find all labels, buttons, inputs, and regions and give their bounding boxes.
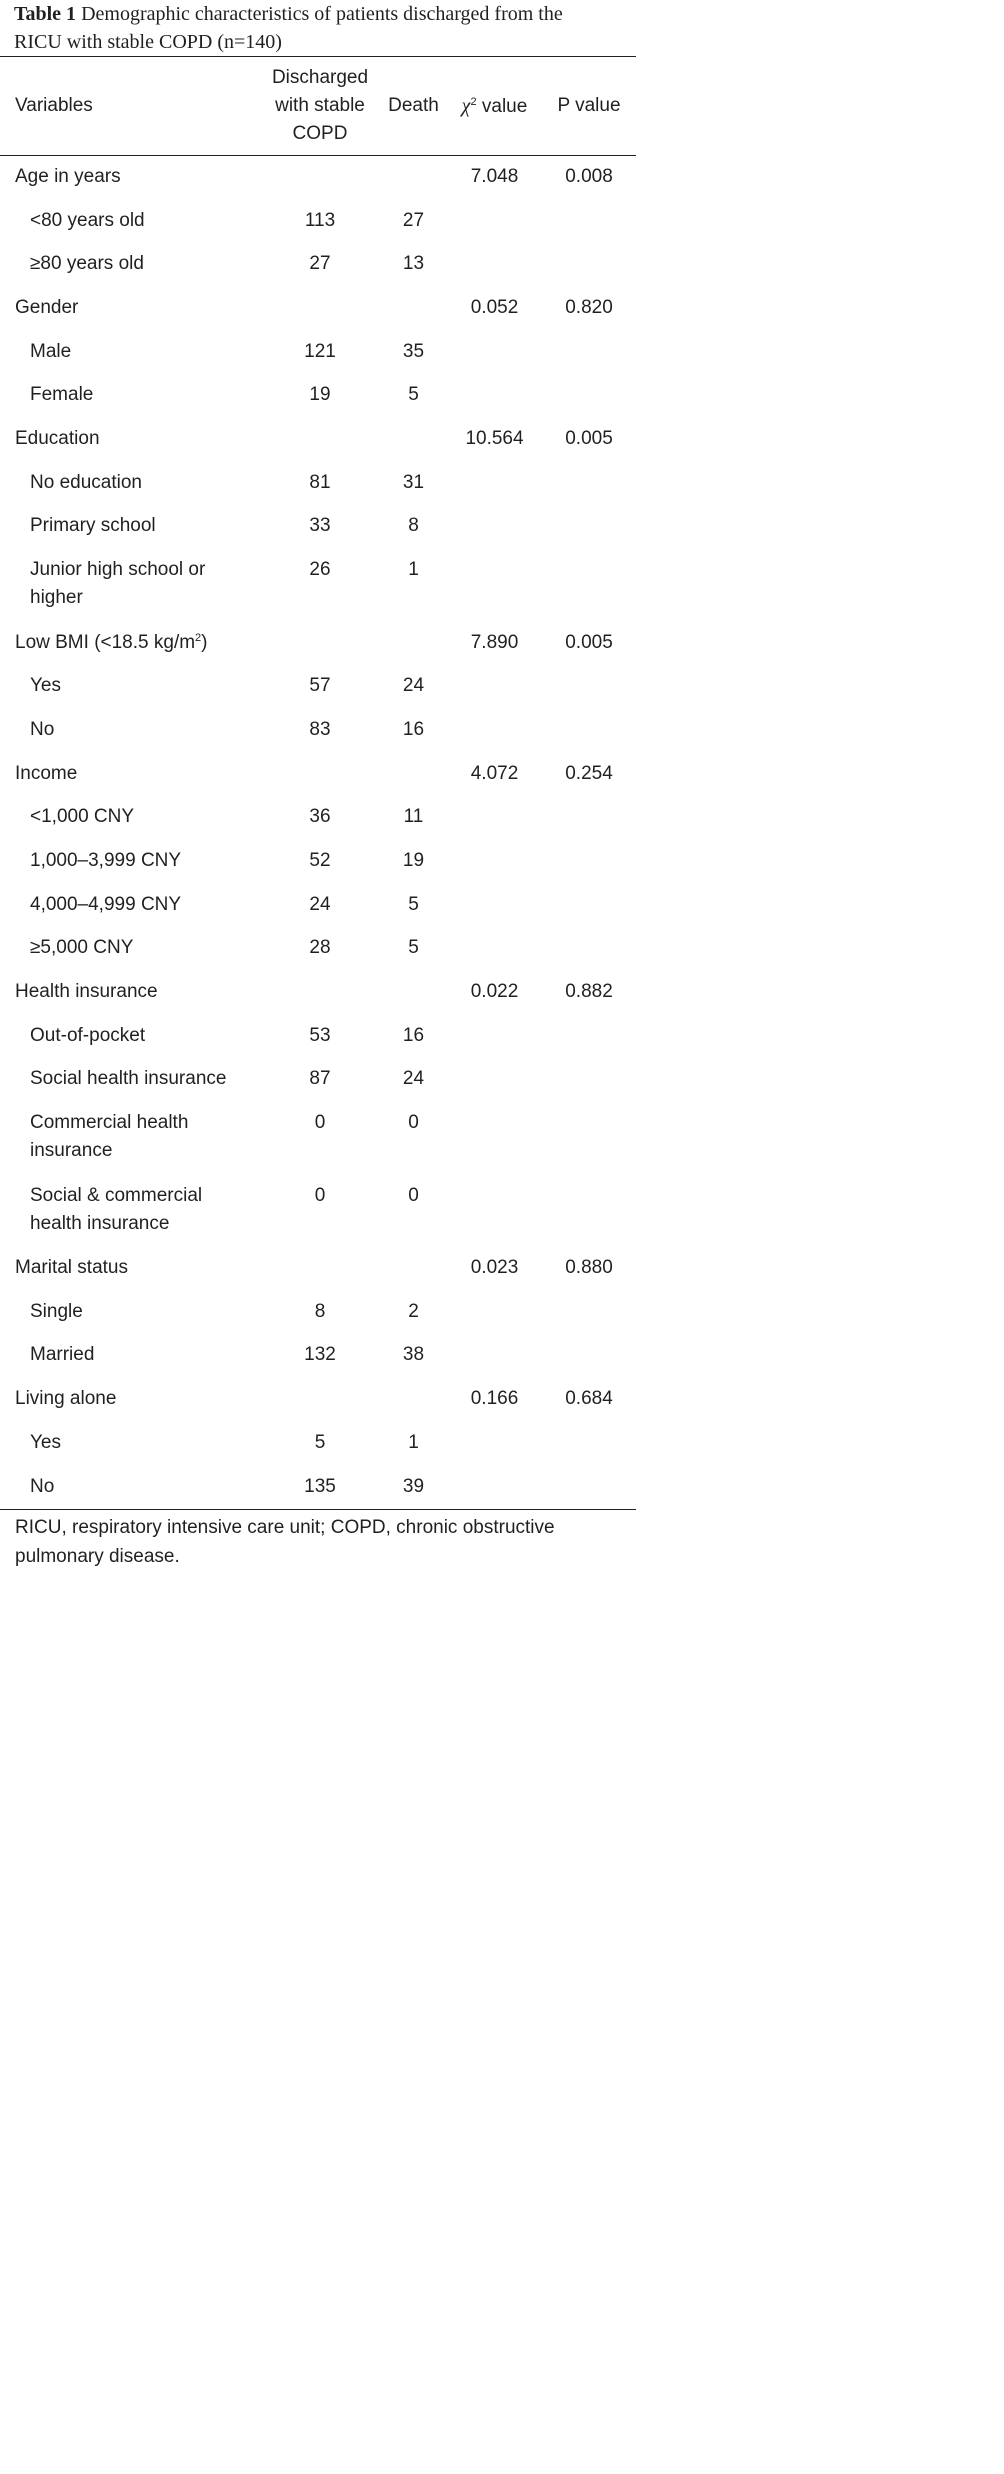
cell-death: 8 [408, 515, 419, 537]
cell-discharged: 26 [309, 559, 331, 581]
table-row [0, 883, 636, 927]
footnote-line-2: pulmonary disease. [15, 1546, 180, 1567]
cell-p-value [542, 242, 636, 286]
cell-death [380, 970, 447, 1014]
caption-title-line-1: Demographic characteristics of patients discharged from the [81, 3, 563, 25]
header-rule [0, 155, 636, 156]
cell-discharged [260, 621, 380, 665]
cell-death [380, 1246, 447, 1290]
table-row [0, 1174, 636, 1247]
row-category-label: Health insurance [15, 981, 158, 1003]
cell-discharged [260, 155, 380, 199]
table-row [0, 373, 636, 417]
cell-chi-square: 0.022 [470, 981, 519, 1003]
cell-chi-square [447, 1014, 542, 1058]
cell-p-value [542, 1101, 636, 1174]
cell-discharged [260, 417, 380, 461]
row-label-line-1: Social & commercial [30, 1184, 203, 1206]
cell-p-value [542, 373, 636, 417]
table-row [0, 1014, 636, 1058]
table-row [0, 839, 636, 883]
cell-p-value: 0.005 [565, 427, 613, 449]
table-caption [14, 0, 636, 56]
cell-p-value [542, 548, 636, 621]
row-category-label: Education [15, 427, 100, 449]
cell-p-value: 0.684 [565, 1388, 613, 1410]
cell-death: 5 [408, 893, 419, 915]
row-sublabel: <1,000 CNY [30, 806, 135, 828]
cell-death: 16 [402, 718, 425, 740]
cell-death [380, 286, 447, 330]
cell-chi-square [447, 1421, 542, 1465]
cell-death: 1 [408, 559, 419, 581]
caption-line-1 [14, 0, 636, 28]
row-sublabel: ≥5,000 CNY [30, 937, 134, 959]
bottom-rule [0, 1509, 636, 1510]
row-sublabel: Married [30, 1344, 95, 1366]
row-label-line-2: insurance [30, 1140, 113, 1162]
cell-p-value [542, 883, 636, 927]
table-row [0, 1058, 636, 1102]
chi-superscript: 2 [470, 95, 477, 108]
row-category-label: Age in years [15, 165, 121, 187]
caption-label: Table 1 [14, 3, 77, 25]
cell-death: 5 [408, 937, 419, 959]
cell-discharged: 28 [309, 937, 331, 959]
row-label-tail: ) [201, 631, 208, 653]
cell-discharged: 33 [309, 515, 331, 537]
cell-discharged: 52 [309, 849, 331, 871]
row-label-line-2: higher [30, 587, 83, 609]
cell-p-value: 0.820 [565, 296, 613, 318]
row-sublabel: Male [30, 340, 72, 362]
table-row [0, 330, 636, 374]
cell-chi-square [447, 242, 542, 286]
row-sublabel: ≥80 years old [30, 253, 144, 275]
cell-death: 27 [402, 209, 425, 231]
row-sublabel: 4,000–4,999 CNY [30, 893, 182, 915]
cell-p-value [542, 199, 636, 243]
cell-chi-square [447, 839, 542, 883]
chi-label: value [476, 95, 528, 117]
cell-death: 19 [402, 849, 425, 871]
cell-chi-square [447, 664, 542, 708]
cell-death: 0 [408, 1184, 419, 1206]
row-category-label: Income [15, 762, 78, 784]
cell-chi-square [447, 1465, 542, 1509]
cell-chi-square [447, 505, 542, 549]
table-row [0, 708, 636, 752]
cell-discharged [260, 286, 380, 330]
table-row [0, 1465, 636, 1509]
table-row [0, 199, 636, 243]
cell-chi-square: 10.564 [465, 427, 524, 449]
cell-p-value [542, 1421, 636, 1465]
row-sublabel: <80 years old [30, 209, 145, 231]
header-discharged-line-1: Discharged [271, 67, 369, 88]
demographics-table [0, 57, 636, 1508]
cell-p-value: 0.882 [565, 981, 613, 1003]
cell-chi-square [447, 1334, 542, 1378]
cell-p-value [542, 1334, 636, 1378]
cell-discharged: 36 [309, 806, 331, 828]
cell-p-value: 0.008 [565, 165, 613, 187]
cell-death: 1 [408, 1431, 419, 1453]
cell-chi-square [447, 883, 542, 927]
header-variables: Variables [15, 95, 93, 116]
cell-chi-square: 4.072 [470, 762, 519, 784]
row-sublabel [0, 1174, 260, 1247]
table-page [0, 0, 636, 1568]
cell-p-value [542, 1174, 636, 1247]
row-sublabel: Social health insurance [30, 1068, 227, 1090]
row-sublabel: Primary school [30, 515, 156, 537]
cell-death: 0 [408, 1112, 419, 1134]
cell-death: 13 [402, 253, 425, 275]
cell-chi-square [447, 373, 542, 417]
cell-chi-square: 0.023 [470, 1257, 519, 1279]
table-row [0, 548, 636, 621]
row-sublabel: 1,000–3,999 CNY [30, 849, 182, 871]
row-sublabel: Yes [30, 675, 61, 697]
table-row [0, 1377, 636, 1421]
cell-p-value [542, 708, 636, 752]
cell-death: 11 [403, 806, 424, 828]
cell-chi-square [447, 199, 542, 243]
cell-death: 24 [402, 1068, 425, 1090]
cell-death [380, 1377, 447, 1421]
table-row [0, 286, 636, 330]
header-chi-square [447, 57, 542, 155]
header-discharged [260, 57, 380, 155]
cell-p-value: 0.880 [565, 1257, 613, 1279]
table-row [0, 664, 636, 708]
table-row [0, 752, 636, 796]
row-sublabel: Out-of-pocket [30, 1024, 146, 1046]
cell-discharged [260, 970, 380, 1014]
cell-chi-square: 7.048 [470, 165, 519, 187]
row-sublabel [0, 548, 260, 621]
header-discharged-line-3: COPD [292, 123, 348, 144]
row-label-text: Low BMI (<18.5 kg/m [15, 631, 196, 653]
cell-death: 24 [402, 675, 425, 697]
cell-discharged: 5 [314, 1431, 326, 1453]
cell-chi-square [447, 927, 542, 971]
cell-chi-square [447, 795, 542, 839]
cell-death [380, 621, 447, 665]
cell-discharged: 8 [314, 1300, 326, 1322]
table-body [0, 155, 636, 1508]
table-row [0, 155, 636, 199]
table-row [0, 1421, 636, 1465]
cell-p-value [542, 330, 636, 374]
cell-chi-square [447, 330, 542, 374]
table-row [0, 417, 636, 461]
cell-discharged: 83 [309, 718, 331, 740]
cell-death [380, 417, 447, 461]
cell-p-value [542, 505, 636, 549]
cell-p-value [542, 927, 636, 971]
cell-discharged: 57 [309, 675, 331, 697]
cell-discharged: 0 [314, 1112, 326, 1134]
row-label-line-1: Commercial health [30, 1112, 189, 1134]
cell-discharged: 81 [309, 471, 331, 493]
chi-symbol: χ [461, 94, 471, 117]
cell-death [380, 752, 447, 796]
cell-chi-square [447, 1174, 542, 1247]
row-category-label [0, 621, 260, 665]
cell-p-value [542, 664, 636, 708]
cell-p-value [542, 1290, 636, 1334]
table-row [0, 927, 636, 971]
header-row [0, 57, 636, 155]
table-row [0, 795, 636, 839]
row-sublabel [0, 1101, 260, 1174]
table-row [0, 242, 636, 286]
cell-death: 5 [408, 384, 419, 406]
table-row [0, 505, 636, 549]
row-sublabel: No [30, 718, 55, 740]
cell-discharged [260, 1377, 380, 1421]
cell-discharged [260, 752, 380, 796]
cell-death [380, 155, 447, 199]
cell-discharged: 24 [309, 893, 331, 915]
header-death: Death [388, 95, 439, 116]
cell-death: 35 [402, 340, 425, 362]
row-sublabel: Single [30, 1300, 83, 1322]
header-discharged-line-2: with stable [275, 95, 365, 116]
cell-p-value [542, 1014, 636, 1058]
cell-discharged: 132 [304, 1344, 336, 1366]
cell-discharged: 113 [304, 209, 336, 231]
row-sublabel: No education [30, 471, 142, 493]
row-category-label: Living alone [15, 1388, 117, 1410]
cell-p-value [542, 839, 636, 883]
cell-p-value: 0.254 [565, 762, 613, 784]
header-p-value: P value [557, 95, 621, 116]
table-row [0, 461, 636, 505]
table-row [0, 1101, 636, 1174]
row-sublabel: Yes [30, 1431, 61, 1453]
cell-death: 16 [402, 1024, 425, 1046]
cell-discharged: 27 [309, 253, 331, 275]
cell-p-value [542, 1058, 636, 1102]
footnote-line-1: RICU, respiratory intensive care unit; COPD, chronic obstructive [15, 1517, 555, 1538]
cell-p-value: 0.005 [565, 631, 613, 653]
cell-chi-square [447, 708, 542, 752]
row-label-line-2: health insurance [30, 1212, 170, 1234]
row-label-superscript: 2 [195, 631, 202, 644]
cell-discharged: 19 [309, 384, 331, 406]
cell-chi-square: 7.890 [470, 631, 519, 653]
cell-chi-square: 0.166 [470, 1388, 519, 1410]
cell-discharged: 135 [304, 1475, 336, 1497]
cell-discharged: 0 [314, 1184, 326, 1206]
cell-death: 38 [402, 1344, 425, 1366]
table-footnote [15, 1513, 630, 1571]
cell-chi-square [447, 1290, 542, 1334]
cell-p-value [542, 795, 636, 839]
cell-death: 2 [408, 1300, 419, 1322]
cell-chi-square [447, 548, 542, 621]
cell-chi-square [447, 1101, 542, 1174]
table-row [0, 1246, 636, 1290]
cell-chi-square [447, 1058, 542, 1102]
cell-discharged: 121 [304, 340, 336, 362]
cell-death: 31 [402, 471, 425, 493]
cell-discharged [260, 1246, 380, 1290]
cell-p-value [542, 1465, 636, 1509]
row-sublabel: No [30, 1475, 55, 1497]
row-category-label: Gender [15, 296, 79, 318]
cell-discharged: 87 [309, 1068, 331, 1090]
table-row [0, 1290, 636, 1334]
row-label-line-1: Junior high school or [30, 559, 206, 581]
cell-chi-square [447, 461, 542, 505]
cell-death: 39 [402, 1475, 425, 1497]
cell-p-value [542, 461, 636, 505]
row-sublabel: Female [30, 384, 94, 406]
caption-title-line-2: RICU with stable COPD (n=140) [14, 31, 282, 53]
cell-chi-square: 0.052 [470, 296, 519, 318]
table-row [0, 621, 636, 665]
row-category-label: Marital status [15, 1257, 128, 1279]
cell-discharged: 53 [309, 1024, 331, 1046]
table-row [0, 970, 636, 1014]
table-row [0, 1334, 636, 1378]
